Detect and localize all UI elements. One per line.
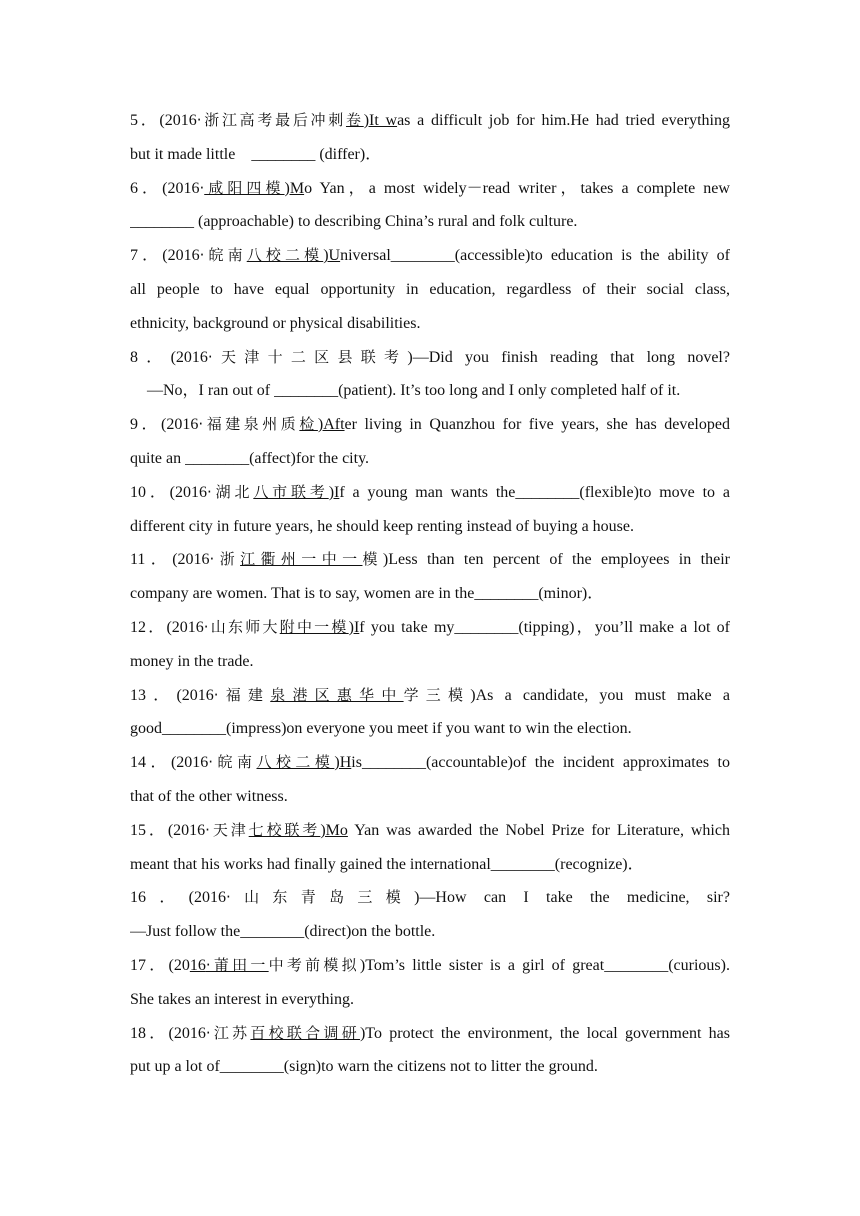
document-page [130,104,730,1084]
question-line-first [130,239,730,273]
text-run: different city in future years, he should keep renting instead of buying a house. [130,517,635,535]
text-run: as a difficult job for him.He had tried everything [397,112,730,129]
underlined-source-text: 16 [189,956,206,974]
text-run: )As a candidate, you must make a [470,686,730,704]
underlined-source-text: ·莆田一 [205,955,269,974]
question-line-first [130,408,730,442]
text-run: )Tom’s little sister is a girl of great________(curious). [359,956,730,974]
text-run: —Just follow the________(direct)on the bottle. [130,923,436,941]
text-run: good________(impress)on everyone you meet if you want to win the election. [130,720,632,738]
question-item [130,239,730,340]
question-line-first [130,543,730,577]
question-line-first [130,611,730,645]
question-line [130,205,730,239]
text-run: She takes an interest in everything. [130,990,354,1008]
question-line [130,138,730,172]
question-line-first [130,746,730,780]
question-line-first [130,814,730,848]
question-line-first [130,881,730,915]
text-run: o Yan，a most widely－read writer，takes a complete new [304,179,730,197]
underlined-source-text: )Aft [317,416,345,434]
text-run: 模 [362,550,383,569]
text-run: quite an ________(affect)for the city. [130,449,370,467]
text-run: 18．(2016 [130,1024,206,1042]
question-line [130,848,730,882]
underlined-source-text: 检 [299,415,318,434]
underlined-source-text: )It w [363,112,398,129]
text-run: ·山东师大 [203,617,280,636]
question-item [130,172,730,240]
text-run: meant that his works had finally gained the international________(recognize)． [130,855,644,873]
text-run: f you take my________(tipping)，you’ll make a lot of [359,618,730,636]
question-item [130,611,730,679]
question-item [130,408,730,476]
text-run: 中考前模拟 [268,955,360,974]
question-item [130,476,730,544]
text-run: · [199,178,205,197]
text-run: ·福建 [213,685,271,704]
text-run: Yan was awarded the Nobel Prize for Literature, which [347,821,730,839]
underlined-source-text: )H [334,754,352,772]
underlined-source-text: 八校二模 [256,753,335,772]
text-run: 9．(2016 [130,416,199,434]
question-line-first [130,341,730,375]
underlined-source-text: )I [328,483,340,501]
text-run: 12．(2016 [130,618,204,636]
text-run: put up a lot of________(sign)to warn the citizens not to litter the ground. [130,1058,598,1076]
question-item [130,814,730,882]
underlined-source-text: 百校联合调研 [250,1023,360,1042]
question-item [130,341,730,409]
text-run: ·福建泉州质 [198,415,300,434]
text-run: ·江苏 [205,1023,251,1042]
question-item [130,1017,730,1085]
text-run: company are women. That is to say, women are in the________(minor)． [130,585,604,603]
underlined-source-text: )M [284,179,305,197]
question-line-first [130,104,730,138]
text-run: 学三模 [403,685,471,704]
text-run: money in the trade. [130,652,254,670]
question-line [130,712,730,746]
question-item [130,881,730,949]
question-line [130,510,730,544]
question-line [130,645,730,679]
text-run: 7．(2016 [130,247,200,265]
text-run: but it made little ________ (differ)． [130,145,382,163]
question-line-first [130,679,730,713]
underlined-source-text: 卷 [345,111,364,129]
text-run: 17．(20 [130,956,190,974]
text-run: er living in Quanzhou for five years, she has developed [344,416,730,434]
question-item [130,949,730,1017]
question-line-first [130,949,730,983]
question-line [130,273,730,307]
text-run: ·皖南 [199,246,247,265]
text-run: 13．(2016 [130,686,214,704]
question-line [130,1050,730,1084]
text-run: f a young man wants the________(flexible)to move to a [339,483,730,501]
question-line [130,983,730,1017]
text-run: 15．(2016 [130,821,206,839]
question-line [130,577,730,611]
text-run: ·山东青岛三模 [226,888,415,907]
question-line [130,374,730,408]
text-run: that of the other witness. [130,787,288,805]
question-item [130,543,730,611]
text-run: ________ (approachable) to describing China’s rural and folk culture. [130,213,578,231]
underlined-source-text: )U [323,247,341,265]
text-run: 5．(2016 [130,112,197,129]
text-run: )To protect the environment, the local government has [359,1024,730,1042]
text-run: all people to have equal opportunity in education, regardless of their social class, [130,280,730,298]
text-run: niversal________(accessible)to education is the ability of [340,247,730,265]
underlined-source-text: 泉港区惠华中 [270,685,404,704]
underlined-source-text: 七校联考 [248,820,321,839]
question-line-first [130,1017,730,1051]
question-item [130,679,730,747]
text-run: ·浙 [209,550,241,569]
text-run: 14．(2016 [130,754,209,772]
underlined-source-text: 江衢州一中一 [240,550,363,569]
question-line [130,442,730,476]
underlined-source-text: 八校二模 [246,246,324,265]
underlined-source-text: )Mo [320,821,348,839]
underlined-source-text: )I [348,618,360,636]
text-run: 11．(2016 [130,551,210,569]
question-line-first [130,476,730,510]
text-run: ·浙江高考最后冲刺 [196,111,346,129]
text-run: 6．(2016 [130,179,200,197]
text-run: ·皖南 [208,753,257,772]
text-run: ·湖北 [207,482,254,501]
underlined-source-text: 咸阳四模 [204,178,285,197]
question-item [130,746,730,814]
text-run: —No，I ran out of ________(patient). It’s too long and I only completed half of it. [147,382,681,400]
text-run: )—Did you finish reading that long novel? [407,348,730,366]
text-run: ·天津 [205,820,249,839]
text-run: ·天津十二区县联考 [207,347,408,366]
question-line [130,780,730,814]
text-run: )Less than ten percent of the employees in their [382,551,730,569]
underlined-source-text: 八市联考 [253,482,329,501]
question-line [130,915,730,949]
question-line [130,307,730,341]
text-run: 16．(2016 [130,889,226,907]
text-run: )—How can I take the medicine, sir? [414,889,730,907]
text-run: 10．(2016 [130,483,208,501]
question-line-first [130,172,730,206]
text-run: is________(accountable)of the incident approximates to [351,754,730,772]
text-run: 8．(2016 [130,348,208,366]
underlined-source-text: 附中一模 [279,617,349,636]
question-item [130,104,730,172]
text-run: ethnicity, background or physical disabilities. [130,314,421,332]
